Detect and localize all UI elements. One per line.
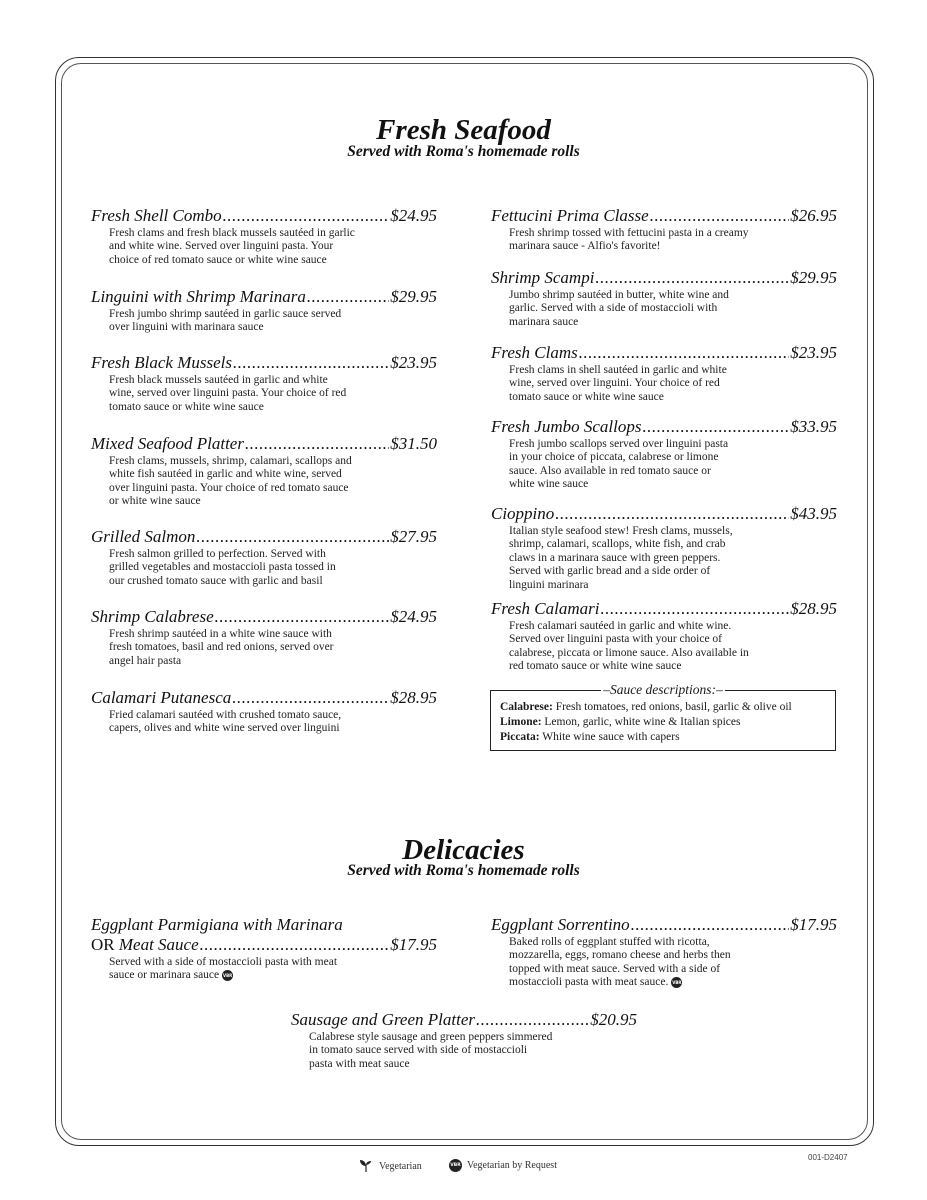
item-name: Calamari Putanesca: [91, 688, 232, 707]
item-price: $31.50: [390, 434, 437, 453]
desc-line: in your choice of piccata, calabrese or limone: [509, 451, 719, 464]
item-price: $28.95: [790, 599, 837, 618]
desc-line: claws in a marinara sauce with green peppers.: [509, 551, 721, 564]
item-price: $24.95: [390, 206, 437, 225]
item-price: $29.95: [790, 268, 837, 287]
menu-item: [91, 688, 437, 736]
menu-item: [91, 353, 437, 414]
sauce-piccata: Piccata: White wine sauce with capers: [500, 731, 680, 743]
vbr-badge-icon: VBR: [671, 977, 682, 988]
item-price: $23.95: [390, 353, 437, 372]
desc-line: Served with a side of mostaccioli pasta with meat: [109, 956, 338, 968]
desc-line: over linguini pasta. Your choice of red tomato sauce: [109, 481, 349, 494]
desc-line: our crushed tomato sauce with garlic and basil: [109, 574, 323, 587]
item-name: Shrimp Calabrese: [91, 607, 214, 626]
desc-line: garlic. Served with a side of mostaccioli with: [509, 302, 718, 315]
item-price: $26.95: [790, 206, 837, 225]
desc-line: Fresh clams and fresh black mussels sautéed in garlic: [109, 227, 355, 239]
item-sausage-green-platter: [291, 1010, 637, 1071]
item-name: Mixed Seafood Platter: [91, 434, 244, 453]
item-name: Sausage and Green Platter: [291, 1010, 475, 1029]
item-name: Fresh Shell Combo: [91, 206, 222, 225]
desc-line: tomato sauce or white wine sauce: [509, 390, 664, 403]
item-name: Fresh Jumbo Scallops: [491, 417, 642, 436]
menu-item: [91, 434, 437, 509]
item-or: OR: [91, 935, 115, 954]
desc-line: Fresh calamari sautéed in garlic and white wine.: [509, 620, 732, 632]
menu-item: [491, 504, 837, 592]
desc-line: and white wine. Served over linguini pasta. Your: [109, 240, 334, 253]
item-name: Fresh Black Mussels: [91, 353, 233, 372]
sauce-box-title: – Sauce descriptions: –: [601, 682, 725, 697]
desc-line: over linguini with marinara sauce: [109, 321, 264, 334]
desc-line: calabrese, piccata or limone sauce. Also available in: [509, 646, 749, 659]
desc-line: Served over linguini pasta with your choice of: [509, 633, 723, 646]
desc-line: grilled vegetables and mostaccioli pasta tossed in: [109, 561, 336, 574]
delicacies-subtitle: Served with Roma's homemade rolls: [347, 862, 580, 879]
desc-line: Fresh clams in shell sautéed in garlic and white: [509, 364, 727, 376]
item-eggplant-sorrentino: [491, 915, 837, 990]
desc-line: Fresh shrimp sautéed in a white wine sauce with: [109, 628, 332, 640]
item-name-2: Meat Sauce: [118, 935, 199, 954]
desc-line: topped with meat sauce. Served with a side of: [509, 962, 721, 975]
desc-line: sauce or marinara sauce: [109, 969, 220, 982]
desc-line: marinara sauce: [509, 315, 579, 328]
menu-item: [491, 268, 837, 329]
desc-line: red tomato sauce or white wine sauce: [509, 660, 682, 673]
desc-line: or white wine sauce: [109, 495, 201, 508]
menu-code: 001-D2407: [808, 1153, 848, 1162]
sauce-limone: Limone: Lemon, garlic, white wine & Italian spices: [500, 716, 741, 728]
vbr-badge-icon: VBR: [449, 1159, 462, 1172]
item-price: $20.95: [590, 1010, 637, 1029]
desc-line: Fried calamari sautéed with crushed tomato sauce,: [109, 709, 342, 721]
desc-line: Served with garlic bread and a side order of: [509, 565, 711, 578]
item-price: $24.95: [390, 607, 437, 626]
sauce-calabrese: Calabrese: Fresh tomatoes, red onions, basil, garlic & olive oil: [500, 701, 792, 713]
sauce-descriptions-box: [490, 682, 836, 751]
item-price: $28.95: [390, 688, 437, 707]
item-price: $29.95: [390, 287, 437, 306]
desc-line: wine, served over linguini. Your choice of red: [509, 377, 720, 390]
desc-line: Fresh shrimp tossed with fettucini pasta in a creamy: [509, 227, 749, 239]
item-eggplant-parmigiana: [91, 915, 437, 983]
desc-line: Italian style seafood stew! Fresh clams, mussels,: [509, 525, 733, 537]
desc-line: shrimp, calamari, scallops, white fish, and crab: [509, 538, 726, 551]
desc-line: mostaccioli pasta with meat sauce.: [509, 976, 669, 989]
item-name: Cioppino: [491, 504, 555, 523]
desc-line: fresh tomatoes, basil and red onions, served over: [109, 641, 334, 654]
desc-line: linguini marinara: [509, 578, 589, 591]
desc-line: tomato sauce or white wine sauce: [109, 400, 264, 413]
item-name: Grilled Salmon: [91, 527, 196, 546]
desc-line: Baked rolls of eggplant stuffed with ricotta,: [509, 936, 710, 948]
desc-line: white wine sauce: [509, 478, 589, 491]
item-price: $17.95: [790, 915, 837, 934]
item-price: $17.95: [390, 935, 437, 954]
menu-item: [491, 343, 837, 404]
menu-item: [491, 206, 837, 254]
legend-veg-request-label: Vegetarian by Request: [467, 1160, 557, 1171]
desc-line: capers, olives and white wine served over linguini: [109, 722, 340, 735]
desc-line: Fresh jumbo scallops served over linguini pasta: [509, 438, 729, 450]
desc-line: choice of red tomato sauce or white wine sauce: [109, 253, 327, 266]
item-name: Fresh Clams: [491, 343, 578, 362]
menu-item: [91, 287, 437, 335]
delicacies-title: Delicacies: [402, 834, 525, 866]
vbr-badge-icon: VBR: [222, 970, 233, 981]
item-name: Fresh Calamari: [491, 599, 600, 618]
desc-line: Calabrese style sausage and green peppers simmered: [309, 1031, 553, 1043]
item-price: $23.95: [790, 343, 837, 362]
item-name: Eggplant Parmigiana with Marinara: [91, 915, 343, 934]
desc-line: Fresh salmon grilled to perfection. Served with: [109, 548, 326, 560]
legend-veg-request: [449, 1159, 557, 1172]
item-price: $43.95: [790, 504, 837, 523]
menu-item: [91, 206, 437, 267]
seafood-title: Fresh Seafood: [376, 114, 551, 146]
desc-line: in tomato sauce served with side of mostaccioli: [309, 1044, 528, 1057]
desc-line: sauce. Also available in red tomato sauce or: [509, 464, 711, 477]
desc-line: angel hair pasta: [109, 654, 182, 667]
desc-line: marinara sauce - Alfio's favorite!: [509, 240, 661, 253]
item-name: Linguini with Shrimp Marinara: [91, 287, 306, 306]
desc-line: pasta with meat sauce: [309, 1057, 410, 1070]
desc-line: Fresh jumbo shrimp sautéed in garlic sauce served: [109, 308, 342, 320]
desc-line: mozzarella, eggs, romano cheese and herbs then: [509, 949, 731, 962]
menu-item: [91, 527, 437, 588]
desc-line: white fish sautéed in garlic and white wine, served: [109, 468, 342, 481]
item-price: $33.95: [790, 417, 837, 436]
item-price: $27.95: [390, 527, 437, 546]
seafood-subtitle: Served with Roma's homemade rolls: [347, 143, 580, 160]
menu-item: [491, 417, 837, 492]
item-name: Fettucini Prima Classe: [491, 206, 649, 225]
menu-item: [491, 599, 837, 674]
menu-item: [91, 607, 437, 668]
item-name: Eggplant Sorrentino: [491, 915, 630, 934]
desc-line: Fresh clams, mussels, shrimp, calamari, scallops and: [109, 455, 352, 467]
legend-vegetarian-label: Vegetarian: [379, 1160, 422, 1172]
desc-line: Fresh black mussels sautéed in garlic and white: [109, 374, 328, 386]
item-name: Shrimp Scampi: [491, 268, 595, 287]
leaf-icon: [359, 1159, 373, 1173]
desc-line: wine, served over linguini pasta. Your choice of red: [109, 387, 347, 400]
desc-line: Jumbo shrimp sautéed in butter, white wine and: [509, 289, 729, 301]
legend-vegetarian: [359, 1159, 422, 1173]
